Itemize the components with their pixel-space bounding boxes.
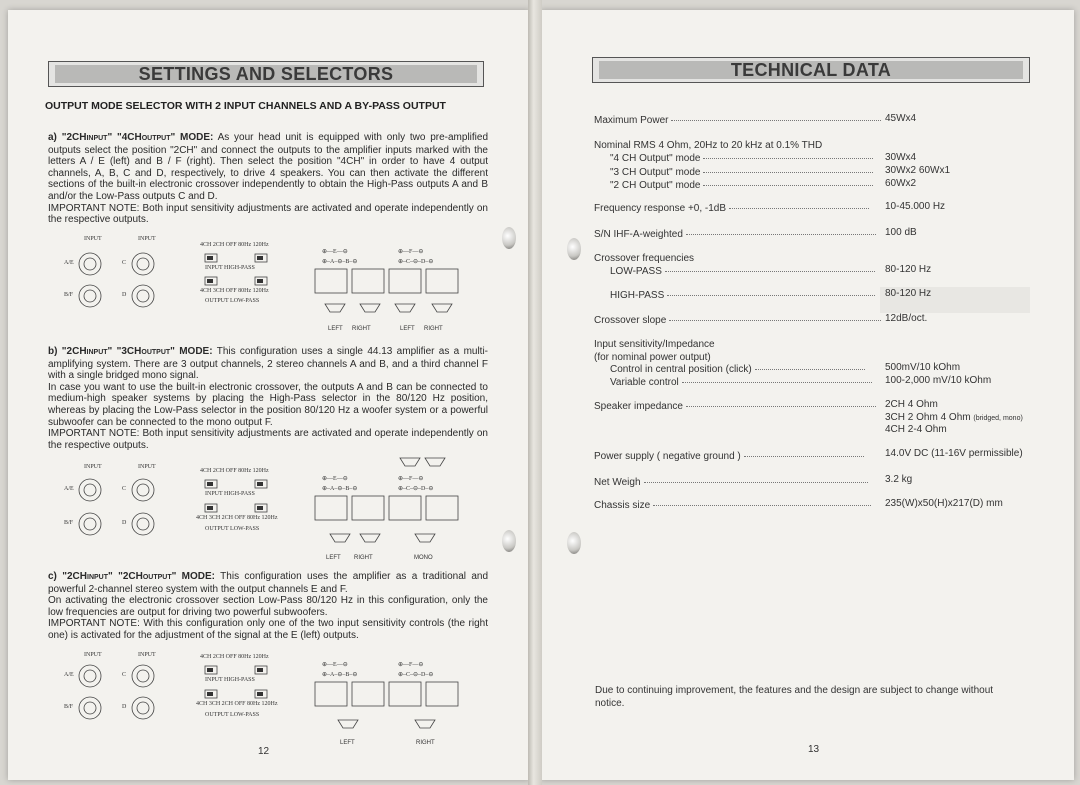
tech-row <box>610 180 876 191</box>
dg1-right-1: RIGHT <box>352 326 371 332</box>
mode-a-q1: "2CH <box>61 132 87 143</box>
tech-value: 30Wx4 <box>885 152 917 163</box>
page-number-left: 12 <box>258 746 270 757</box>
dg2-output-lp: OUTPUT LOW-PASS <box>205 526 260 532</box>
dg3-term-e: ⊕—E—⊖ <box>322 662 348 668</box>
settings-banner <box>48 61 484 87</box>
tech-label: Speaker impedance <box>594 401 683 412</box>
dg1-top-sw: 4CH 2CH OFF 80Hz 120Hz <box>200 242 269 248</box>
tech-value: 235(W)x50(H)x217(D) mm <box>885 498 1003 509</box>
tech-value: 60Wx2 <box>885 178 917 189</box>
tech-label: Variable control <box>610 377 679 388</box>
dg2-input-hp: INPUT HIGH-PASS <box>205 491 255 497</box>
tech-label: Chassis size <box>594 500 651 511</box>
dg3-right: RIGHT <box>416 740 435 746</box>
tech-label: LOW-PASS <box>610 266 662 277</box>
mode-a-body: As your head unit is equipped with only two pre-amplified outputs select the position "2CH" and connect the outputs to the amplifier inputs marked with the letters A / E (left) and B / F (right). Then select the position "4CH" in order to have 4 output channels, A, B, C and D, respectively, to drive 4 speakers. You can then activate the different sections of the built-in electronic crossover independently to obtain the High-Pass outputs A and B and/or the Low-Pass outputs C and D. <box>48 132 489 202</box>
tech-row-heading: Input sensitivity/Impedance <box>594 339 715 350</box>
dg1-bf: B/F <box>64 292 74 298</box>
mode-b-s2: OUTPUT <box>141 349 171 356</box>
dg2-term-f: ⊕—F—⊖ <box>398 476 424 482</box>
dg2-input-r: INPUT <box>138 464 156 470</box>
dg2-input-l: INPUT <box>84 464 102 470</box>
dg1-right-2: RIGHT <box>424 326 443 332</box>
tech-row <box>594 229 879 240</box>
mode-a-letter: a) <box>48 132 57 143</box>
tech-row <box>610 266 878 277</box>
tech-value: 100-2,000 mV/10 kOhm <box>885 375 992 386</box>
section-title: OUTPUT MODE SELECTOR WITH 2 INPUT CHANNELS AND A BY-PASS OUTPUT <box>45 100 446 112</box>
dg3-bf: B/F <box>64 704 74 710</box>
tech-row <box>594 500 874 511</box>
tech-row <box>610 167 876 178</box>
dg1-d: D <box>122 292 127 298</box>
tech-value <box>885 412 1023 423</box>
mode-b-letter: b) <box>48 346 58 357</box>
tech-value: 4CH 2-4 Ohm <box>885 424 947 435</box>
dg3-term-cd: ⊕–C–⊖–D–⊖ <box>398 672 434 678</box>
dg1-left-1: LEFT <box>328 326 343 332</box>
bridged-note: (bridged, mono) <box>973 415 1023 422</box>
dg1-ae: A/E <box>64 260 74 266</box>
dg2-bf: B/F <box>64 520 74 526</box>
tech-label: Power supply ( negative ground ) <box>594 451 741 462</box>
dg1-term-e: ⊕—E—⊖ <box>322 249 348 255</box>
tech-label: "2 CH Output" mode <box>610 180 701 191</box>
dg2-mono: MONO <box>414 555 433 561</box>
dg1-input-l: INPUT <box>84 236 102 242</box>
tech-row <box>610 290 878 301</box>
tech-value: 80-120 Hz <box>885 288 932 299</box>
mode-c-q1: "2CH <box>62 571 87 582</box>
diagram-3ch-output <box>60 454 480 561</box>
dg3-term-f: ⊕—F—⊖ <box>398 662 424 668</box>
dg2-right: RIGHT <box>354 555 373 561</box>
binder-hole <box>502 530 516 552</box>
book-gutter <box>528 0 542 785</box>
mode-a-s1: INPUT <box>86 135 108 142</box>
mode-b-s1: INPUT <box>86 349 108 356</box>
dg1-c: C <box>122 260 127 266</box>
tech-row <box>594 477 871 488</box>
dg3-input-r: INPUT <box>138 652 156 658</box>
mode-b-body2: In case you want to use the built-in electronic crossover, the outputs A and B can be connected to medium-high speaker systems by placing the High-Pass selector in the 80/120 Hz position, whereas by placing the Low-Pass selector in the position 80/120 Hz a woofer system or a powerful subwoofer can be connected to the mono output F. <box>48 381 488 428</box>
improvement-footnote: Due to continuing improvement, the features and the design are subject to change without notice. <box>595 685 994 709</box>
mode-b-body1: This configuration uses a single 44.13 amplifier as a multi-amplifying system. There are 3 output channels, 2 stereo channels A and B, and a third channel F with a single bridged mono signal. <box>48 346 489 382</box>
tech-label: HIGH-PASS <box>610 290 665 301</box>
mode-b-important: IMPORTANT NOTE: Both input sensitivity adjustments are activated and operate independently on the respective outputs. <box>48 428 488 451</box>
tech-value: 10-45.000 Hz <box>885 201 946 212</box>
mode-a-q3: " MODE: <box>170 132 214 143</box>
tech-row-heading: Nominal RMS 4 Ohm, 20Hz to 20 kHz at 0.1% THD <box>594 140 823 151</box>
tech-value: 14.0V DC (11-16V permissible) <box>885 448 1023 459</box>
mode-b-q2: " "3CH <box>107 346 142 357</box>
binder-hole <box>567 238 581 260</box>
tech-row-heading: (for nominal power output) <box>594 352 711 363</box>
mode-c-body2: On activating the electronic crossover section Low-Pass 80/120 Hz in this configuration, only the low frequencies are output for driving two powerful subwoofers. <box>48 595 488 618</box>
tech-value: 3.2 kg <box>885 474 913 485</box>
mode-a-s2: OUTPUT <box>141 135 171 142</box>
diagram-4ch-output <box>60 232 480 332</box>
tech-row <box>594 203 872 214</box>
dg3-output-lp: OUTPUT LOW-PASS <box>205 712 260 718</box>
tech-row <box>594 315 884 326</box>
dg2-term-e: ⊕—E—⊖ <box>322 476 348 482</box>
dg3-left: LEFT <box>340 740 355 746</box>
dg2-c: C <box>122 486 127 492</box>
tech-row <box>594 401 879 412</box>
dg1-term-ab: ⊕–A–⊖–B–⊖ <box>322 259 358 265</box>
tech-row <box>610 364 868 375</box>
dg2-term-cd: ⊕–C–⊖–D–⊖ <box>398 486 434 492</box>
tech-row <box>594 115 884 126</box>
dg2-bot-sw: 4CH 3CH 2CH OFF 80Hz 120Hz <box>196 515 278 521</box>
dg1-term-cd: ⊕–C–⊖–D–⊖ <box>398 259 434 265</box>
tech-value-3ch: 3CH 2 Ohm 4 Ohm <box>885 412 971 423</box>
mode-c-q3: " MODE: <box>171 571 216 582</box>
dg2-d: D <box>122 520 127 526</box>
tech-row <box>610 377 875 388</box>
tech-value: 100 dB <box>885 227 917 238</box>
dg3-input-hp: INPUT HIGH-PASS <box>205 677 255 683</box>
diagram-3ch-svg <box>60 454 480 564</box>
dg1-input-hp: INPUT HIGH-PASS <box>205 265 255 271</box>
dg1-input-r: INPUT <box>138 236 156 242</box>
binder-hole <box>502 227 516 249</box>
dg3-d: D <box>122 704 127 710</box>
dg2-ae: A/E <box>64 486 74 492</box>
tech-value: 2CH 4 Ohm <box>885 399 938 410</box>
dg3-input-l: INPUT <box>84 652 102 658</box>
tech-row <box>610 153 876 164</box>
tech-value: 80-120 Hz <box>885 264 932 275</box>
mode-c-text <box>48 571 488 642</box>
page-number-right: 13 <box>808 744 820 755</box>
dg2-term-ab: ⊕–A–⊖–B–⊖ <box>322 486 358 492</box>
dg1-term-f: ⊕—F—⊖ <box>398 249 424 255</box>
dg3-bot-sw: 4CH 3CH 2CH OFF 80Hz 120Hz <box>196 701 278 707</box>
mode-a-important: IMPORTANT NOTE: Both input sensitivity adjustments are activated and operate independently on the respective outputs. <box>48 202 488 226</box>
mode-b-q1: "2CH <box>61 346 87 357</box>
tech-value: 500mV/10 kOhm <box>885 362 961 373</box>
dg3-c: C <box>122 672 127 678</box>
mode-c-s1: INPUT <box>87 574 108 581</box>
tech-value: 30Wx2 60Wx1 <box>885 165 951 176</box>
mode-c-q2: " "2CH <box>108 571 143 582</box>
tech-label: Frequency response +0, -1dB <box>594 203 727 214</box>
mode-b-text <box>48 346 488 451</box>
dg2-left: LEFT <box>326 555 341 561</box>
diagram-2ch-output <box>60 650 480 750</box>
mode-b-q3: " MODE: <box>170 346 213 357</box>
mode-c-body1: This configuration uses the amplifier as a traditional and powerful 2-channel stereo system with the output channels E and F. <box>48 571 489 595</box>
mode-c-letter: c) <box>48 571 57 582</box>
mode-c-important: IMPORTANT NOTE: With this configuration only one of the two input sensitivity controls (the right one) is activated for the adjustment of the signal at the E (left) outputs. <box>48 618 488 641</box>
dg3-ae: A/E <box>64 672 74 678</box>
tech-label: "3 CH Output" mode <box>610 167 701 178</box>
tech-label: Crossover slope <box>594 315 667 326</box>
tech-row-heading: Crossover frequencies <box>594 253 695 264</box>
technical-data-title: TECHNICAL DATA <box>730 59 892 80</box>
binder-hole <box>567 532 581 554</box>
dg3-top-sw: 4CH 2CH OFF 80Hz 120Hz <box>200 654 269 660</box>
tech-row <box>594 451 867 462</box>
tech-label: Control in central position (click) <box>610 364 752 375</box>
tech-label: S/N IHF-A-weighted <box>594 229 683 240</box>
mode-a-text <box>48 132 488 226</box>
tech-value: 45Wx4 <box>885 113 917 124</box>
tech-label: "4 CH Output" mode <box>610 153 701 164</box>
tech-value: 12dB/oct. <box>885 313 928 324</box>
dg3-term-ab: ⊕–A–⊖–B–⊖ <box>322 672 358 678</box>
mode-a-q2: " "4CH <box>107 132 142 143</box>
dg1-left-2: LEFT <box>400 326 415 332</box>
dg1-bot-sw: 4CH 3CH OFF 80Hz 120Hz <box>200 288 269 294</box>
dg1-output-lp: OUTPUT LOW-PASS <box>205 298 260 304</box>
tech-label: Net Weigh <box>594 477 641 488</box>
settings-banner-title: SETTINGS AND SELECTORS <box>138 63 394 84</box>
mode-c-s2: OUTPUT <box>142 574 172 581</box>
technical-data-banner <box>592 57 1030 83</box>
dg2-top-sw: 4CH 2CH OFF 80Hz 120Hz <box>200 468 269 474</box>
tech-label: Maximum Power <box>594 115 669 126</box>
